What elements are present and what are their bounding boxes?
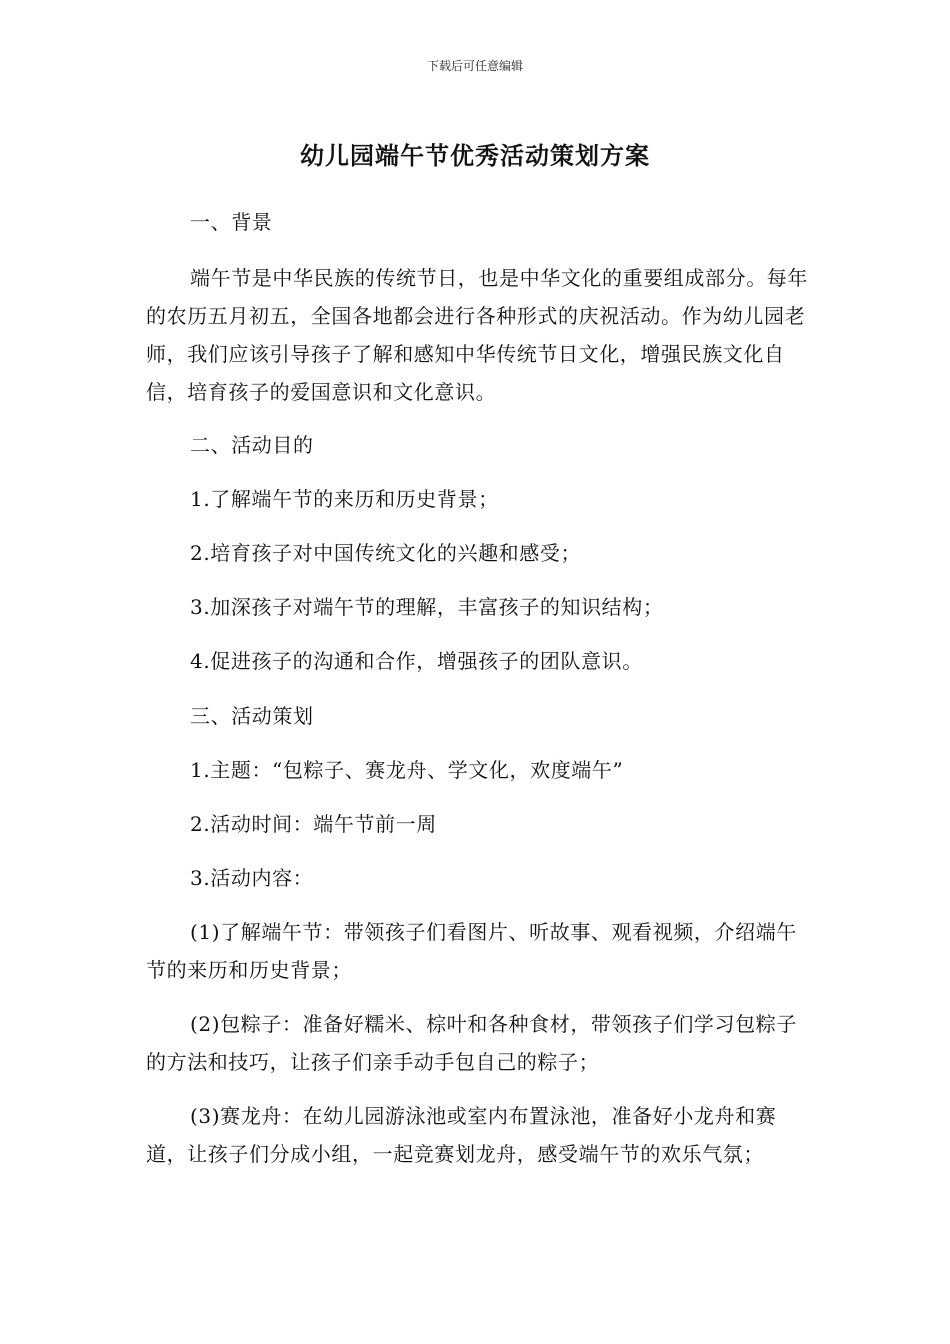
header-note: 下载后可任意编辑: [426, 59, 523, 73]
goal-item-4: 4.促进孩子的沟通和合作，增强孩子的团队意识。: [190, 649, 643, 673]
goal-item-1: 1.了解端午节的来历和历史背景；: [190, 487, 499, 511]
goal-item-2: 2.培育孩子对中国传统文化的兴趣和感受；: [190, 541, 582, 565]
activity-item-2: (2)包粽子：准备好糯米、棕叶和各种食材，带领孩子们学习包粽子的方法和技巧，让孩子们亲手动手包自己的粽子；: [146, 1012, 797, 1074]
plan-item-theme: 1.主题：“包粽子、赛龙舟、学文化，欢度端午”: [190, 758, 624, 782]
activity-item-3: (3)赛龙舟：在幼儿园游泳池或室内布置泳池，准备好小龙舟和赛道，让孩子们分成小组，一起竞赛划龙舟，感受端午节的欢乐气氛；: [146, 1104, 777, 1166]
activity-item-1: (1)了解端午节：带领孩子们看图片、听故事、观看视频，介绍端午节的来历和历史背景；: [146, 920, 797, 982]
document-title: 幼儿园端午节优秀活动策划方案: [300, 142, 650, 170]
plan-item-content: 3.活动内容：: [190, 866, 314, 890]
section-heading-background: 一、背景: [190, 210, 273, 234]
section-heading-goals: 二、活动目的: [190, 433, 314, 457]
goal-item-3: 3.加深孩子对端午节的理解，丰富孩子的知识结构；: [190, 595, 664, 619]
section-heading-plan: 三、活动策划: [190, 704, 314, 728]
paragraph-background: 端午节是中华民族的传统节日，也是中华文化的重要组成部分。每年的农历五月初五，全国各地都会进行各种形式的庆祝活动。作为幼儿园老师，我们应该引导孩子了解和感知中华传统节日文化，增强民族文化自信，培育孩子的爱国意识和文化意识。: [146, 266, 808, 404]
plan-item-time: 2.活动时间：端午节前一周: [190, 812, 437, 836]
